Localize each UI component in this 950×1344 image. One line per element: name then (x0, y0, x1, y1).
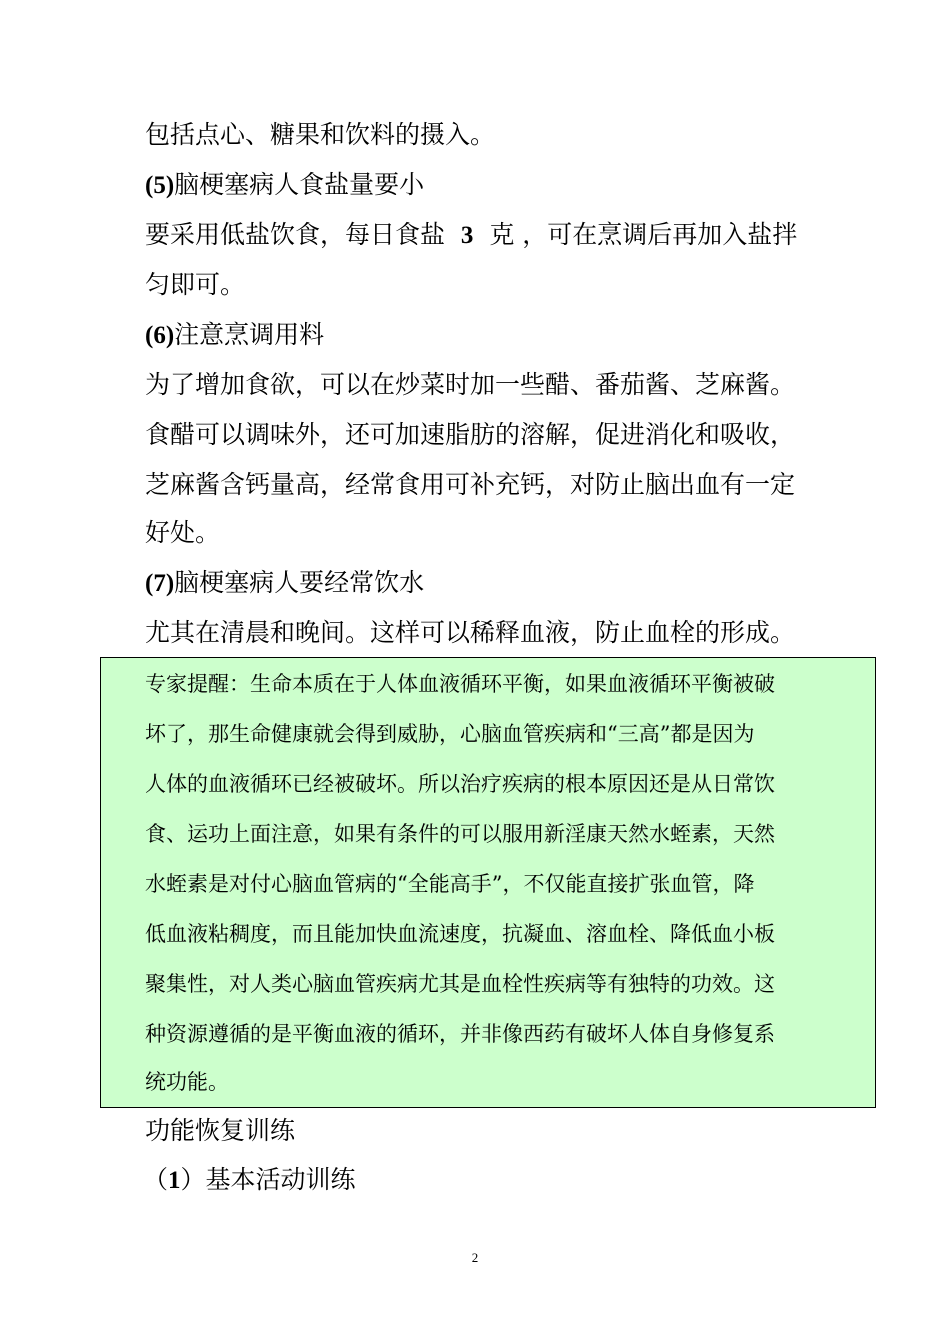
text-line: 好处。 (145, 518, 221, 547)
text-line: 尤其在清晨和晚间。这样可以稀释血液，防止血栓的形成。 (145, 618, 796, 647)
box-line: 种资源遵循的是平衡血液的循环，并非像西药有破坏人体自身修复系 (145, 1022, 775, 1046)
text-span: 要采用低盐饮食，每日食盐 (145, 220, 446, 249)
box-line: 聚集性，对人类心脑血管疾病尤其是血栓性疾病等有独特的功效。这 (145, 972, 775, 996)
page-number: 2 (471, 1250, 479, 1265)
section-title: 脑梗塞病人要经常饮水 (174, 568, 425, 597)
text-line: 芝麻酱含钙量高，经常食用可补充钙，对防止脑出血有一定 (145, 470, 796, 499)
salt-unit: 克 (489, 220, 515, 249)
box-line: 食、运功上面注意，如果有条件的可以服用新淫康天然水蛭素，天然 (145, 822, 775, 846)
subsection-title: 基本活动训练 (205, 1165, 356, 1194)
text-span: ，可在烹调后再加入盐拌 (522, 220, 798, 249)
text-line: 匀即可。 (145, 270, 246, 299)
text-line: 包括点心、糖果和饮料的摄入。 (145, 120, 496, 149)
section-heading-6 (145, 320, 324, 351)
section-number: (6) (145, 322, 175, 349)
text-line: 为了增加食欲，可以在炒菜时加一些醋、番茄酱、芝麻酱。 (145, 370, 796, 399)
box-line: 坏了，那生命健康就会得到威胁，心脑血管疾病和“三高”都是因为 (145, 722, 755, 746)
box-line: 专家提醒：生命本质在于人体血液循环平衡，如果血液循环平衡被破 (145, 672, 775, 696)
box-line: 统功能。 (145, 1070, 229, 1094)
text-line (145, 220, 797, 251)
section-heading-5 (145, 170, 424, 201)
section-heading: 功能恢复训练 (145, 1116, 296, 1145)
box-line: 水蛭素是对付心脑血管病的“全能高手”，不仅能直接扩张血管，降 (145, 872, 755, 896)
section-title: 注意烹调用料 (174, 320, 325, 349)
paren-close: ） (180, 1165, 206, 1194)
paren-open: （ (143, 1165, 169, 1194)
section-title: 脑梗塞病人食盐量要小 (174, 170, 425, 199)
box-line: 低血液粘稠度，而且能加快血流速度，抗凝血、溶血栓、降低血小板 (145, 922, 775, 946)
subsection-heading (143, 1165, 356, 1196)
salt-amount: 3 (460, 222, 474, 249)
text-line: 食醋可以调味外，还可加速脂肪的溶解，促进消化和吸收， (145, 420, 796, 449)
section-number: (7) (145, 570, 175, 597)
expert-tip-box (100, 657, 876, 1108)
section-heading-7 (145, 568, 424, 599)
box-line: 人体的血液循环已经被破坏。所以治疗疾病的根本原因还是从日常饮 (145, 772, 775, 796)
subsection-number: 1 (168, 1167, 181, 1194)
section-number: (5) (145, 172, 175, 199)
